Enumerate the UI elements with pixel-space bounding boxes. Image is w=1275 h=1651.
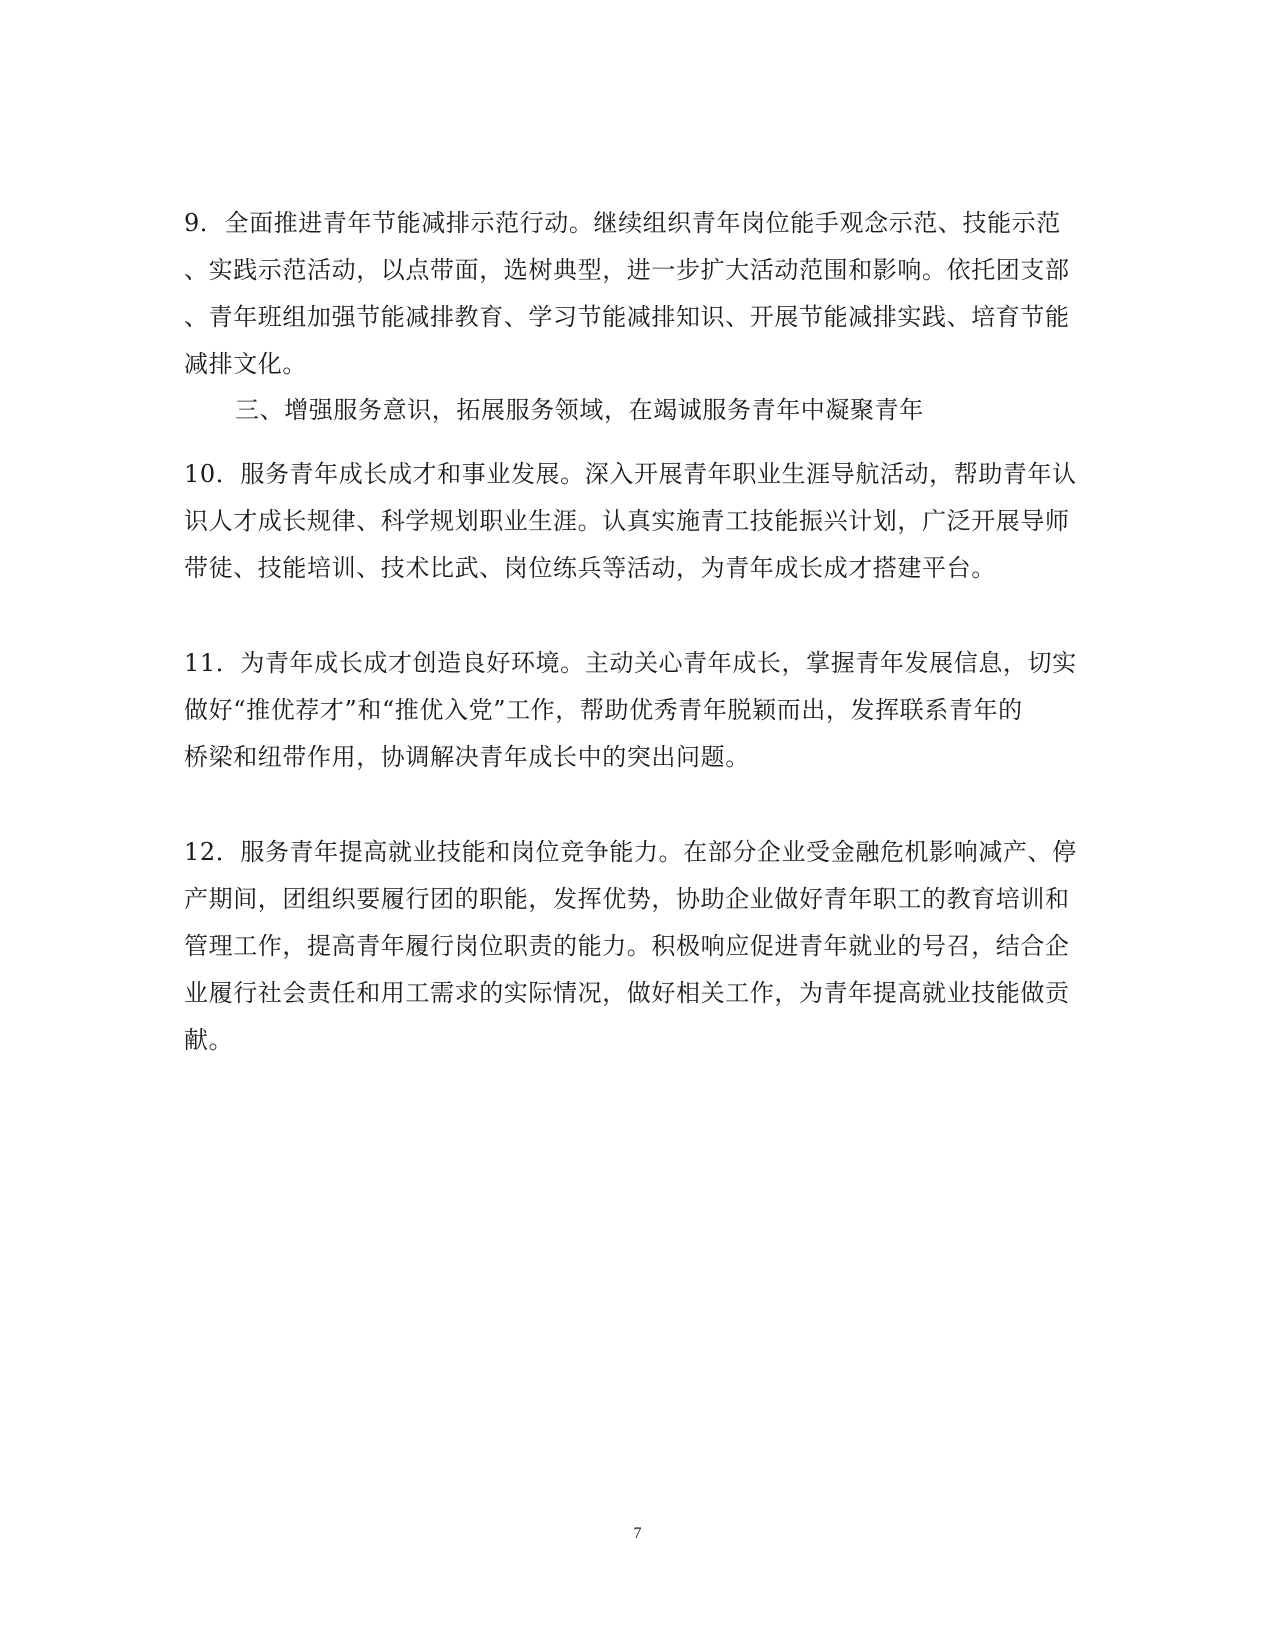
section-heading: 三、增强服务意识，拓展服务领域，在竭诚服务青年中凝聚青年 — [235, 396, 924, 424]
item-11-line-3: 桥梁和纽带作用，协调解决青年成长中的突出问题。 — [184, 743, 750, 771]
item-9-line-1: 9．全面推进青年节能减排示范行动。继续组织青年岗位能手观念示范、技能示范 — [184, 209, 1061, 237]
item-10-line-1: 10．服务青年成长成才和事业发展。深入开展青年职业生涯导航活动，帮助青年认 — [184, 460, 1077, 488]
item-10-line-3: 带徒、技能培训、技术比武、岗位练兵等活动，为青年成长成才搭建平台。 — [184, 554, 996, 582]
item-11-line-1: 11．为青年成长成才创造良好环境。主动关心青年成长，掌握青年发展信息，切实 — [184, 649, 1077, 677]
item-12-line-3: 管理工作，提高青年履行岗位职责的能力。积极响应促进青年就业的号召，结合企 — [184, 932, 1070, 960]
item-11-line-2: 做好“推优荐才”和“推优入党”工作，帮助优秀青年脱颖而出，发挥联系青年的 — [184, 696, 1023, 724]
item-12-line-5: 献。 — [184, 1026, 234, 1054]
item-12-line-2: 产期间，团组织要履行团的职能，发挥优势，协助企业做好青年职工的教育培训和 — [184, 885, 1070, 913]
page-number: 7 — [633, 1525, 642, 1542]
item-12-line-1: 12．服务青年提高就业技能和岗位竞争能力。在部分企业受金融危机影响减产、停 — [184, 838, 1077, 866]
item-9-line-3: 、青年班组加强节能减排教育、学习节能减排知识、开展节能减排实践、培育节能 — [184, 303, 1070, 331]
item-10-line-2: 识人才成长规律、科学规划职业生涯。认真实施青工技能振兴计划，广泛开展导师 — [184, 507, 1070, 535]
item-9-line-2: 、实践示范活动，以点带面，选树典型，进一步扩大活动范围和影响。依托团支部 — [184, 256, 1070, 284]
item-12-line-4: 业履行社会责任和用工需求的实际情况，做好相关工作，为青年提高就业技能做贡 — [184, 979, 1070, 1007]
item-9-line-4: 减排文化。 — [184, 350, 307, 378]
